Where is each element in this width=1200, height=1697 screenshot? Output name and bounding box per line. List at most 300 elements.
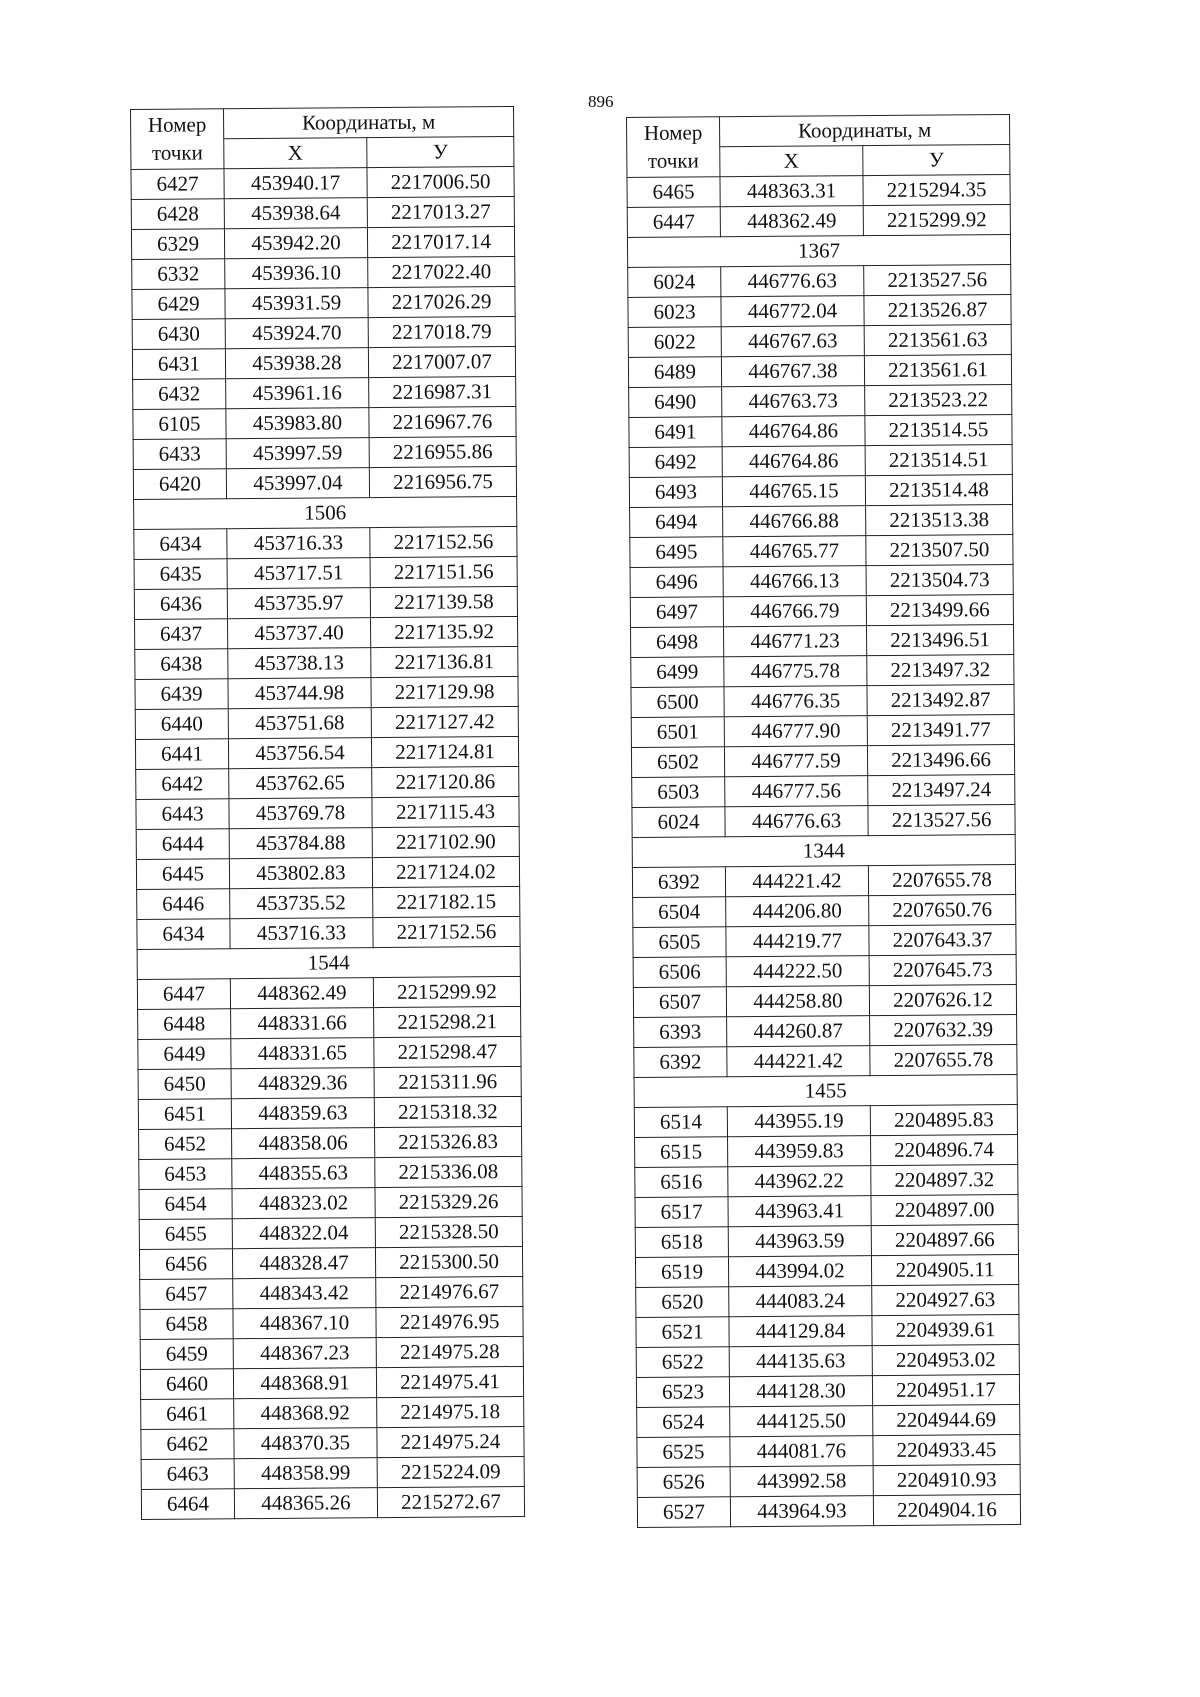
header-point-number — [131, 109, 224, 170]
point-number-cell: 6503 — [632, 777, 725, 808]
point-number-cell: 6445 — [136, 859, 229, 890]
point-number-cell: 6460 — [140, 1369, 233, 1400]
y-coordinate-cell: 2217124.81 — [371, 736, 518, 767]
point-number-cell: 6517 — [635, 1197, 728, 1228]
header-x: X — [224, 138, 367, 169]
table-row — [137, 886, 520, 919]
x-coordinate-cell: 446763.73 — [722, 386, 865, 417]
point-number-cell: 6521 — [636, 1317, 729, 1348]
y-coordinate-cell: 2214975.18 — [377, 1396, 524, 1427]
y-coordinate-cell: 2213497.24 — [868, 774, 1015, 805]
table-row — [627, 204, 1010, 237]
x-coordinate-cell: 448370.35 — [234, 1428, 377, 1459]
section-label: 1455 — [634, 1074, 1017, 1107]
table-row — [632, 864, 1015, 897]
x-coordinate-cell: 453738.13 — [228, 648, 371, 679]
table-row — [140, 1306, 523, 1339]
y-coordinate-cell: 2215224.09 — [377, 1456, 524, 1487]
table-row — [630, 564, 1013, 597]
x-coordinate-cell: 453784.88 — [229, 828, 372, 859]
x-coordinate-cell: 453716.33 — [230, 918, 373, 949]
table-row — [635, 1194, 1018, 1227]
point-number-cell: 6436 — [134, 589, 227, 620]
table-row — [134, 556, 517, 589]
y-coordinate-cell: 2213492.87 — [867, 684, 1014, 715]
point-number-cell: 6453 — [139, 1159, 232, 1190]
table-row — [634, 1044, 1017, 1077]
y-coordinate-cell: 2204927.63 — [872, 1284, 1019, 1315]
x-coordinate-cell: 444260.87 — [727, 1016, 870, 1047]
y-coordinate-cell: 2217127.42 — [371, 706, 518, 737]
point-number-cell: 6392 — [632, 867, 725, 898]
x-coordinate-cell: 453751.68 — [228, 708, 371, 739]
point-number-cell: 6524 — [637, 1407, 730, 1438]
x-coordinate-cell: 453769.78 — [229, 798, 372, 829]
table-row — [631, 714, 1014, 747]
header-point-label-2: точки — [151, 139, 203, 165]
x-coordinate-cell: 448362.49 — [230, 978, 373, 1009]
x-coordinate-cell: 448358.06 — [232, 1128, 375, 1159]
point-number-cell: 6501 — [631, 717, 724, 748]
table-row — [635, 1224, 1018, 1257]
point-number-cell: 6430 — [132, 319, 225, 350]
point-number-cell: 6449 — [138, 1039, 231, 1070]
x-coordinate-cell: 444125.50 — [730, 1406, 873, 1437]
y-coordinate-cell: 2213514.51 — [865, 444, 1012, 475]
x-coordinate-cell: 444129.84 — [729, 1316, 872, 1347]
y-coordinate-cell: 2213527.56 — [868, 804, 1015, 835]
section-row — [632, 834, 1015, 867]
point-number-cell: 6454 — [139, 1189, 232, 1220]
table-row — [635, 1164, 1018, 1197]
x-coordinate-cell: 446767.38 — [721, 356, 864, 387]
point-number-cell: 6499 — [631, 657, 724, 688]
table-row — [629, 444, 1012, 477]
x-coordinate-cell: 453936.10 — [225, 258, 368, 289]
x-coordinate-cell: 448368.92 — [234, 1398, 377, 1429]
x-coordinate-cell: 448323.02 — [232, 1188, 375, 1219]
x-coordinate-cell: 444135.63 — [729, 1346, 872, 1377]
y-coordinate-cell: 2204904.16 — [873, 1494, 1020, 1525]
x-coordinate-cell: 446777.90 — [724, 716, 867, 747]
table-row — [633, 984, 1016, 1017]
point-number-cell: 6514 — [634, 1107, 727, 1138]
table-row — [139, 1216, 522, 1249]
x-coordinate-cell: 448322.04 — [232, 1218, 375, 1249]
y-coordinate-cell: 2213507.50 — [866, 534, 1013, 565]
y-coordinate-cell: 2217022.40 — [368, 256, 515, 287]
point-number-cell: 6433 — [133, 439, 226, 470]
x-coordinate-cell: 448368.91 — [233, 1368, 376, 1399]
x-coordinate-cell: 444081.76 — [730, 1436, 873, 1467]
point-number-cell: 6440 — [135, 709, 228, 740]
y-coordinate-cell: 2213496.51 — [867, 624, 1014, 655]
point-number-cell: 6504 — [633, 897, 726, 928]
point-number-cell: 6447 — [627, 207, 720, 238]
header-y: У — [863, 144, 1010, 175]
table-row — [134, 586, 517, 619]
point-number-cell: 6506 — [633, 957, 726, 988]
header-point-label-1: Номер — [643, 120, 703, 146]
point-number-cell: 6496 — [630, 567, 723, 598]
y-coordinate-cell: 2217006.50 — [367, 166, 514, 197]
y-coordinate-cell: 2215299.92 — [373, 976, 520, 1007]
point-number-cell: 6464 — [141, 1489, 234, 1520]
point-number-cell: 6024 — [628, 267, 721, 298]
x-coordinate-cell: 448363.31 — [720, 176, 863, 207]
table-row — [139, 1126, 522, 1159]
y-coordinate-cell: 2204897.00 — [871, 1194, 1018, 1225]
x-coordinate-cell: 446776.63 — [721, 266, 864, 297]
table-row — [636, 1314, 1019, 1347]
table-row — [135, 706, 518, 739]
point-number-cell: 6495 — [630, 537, 723, 568]
coordinates-table-left — [130, 106, 525, 1520]
x-coordinate-cell: 448343.42 — [233, 1278, 376, 1309]
table-row — [138, 1066, 521, 1099]
point-number-cell: 6332 — [132, 259, 225, 290]
table-row — [631, 684, 1014, 717]
y-coordinate-cell: 2214976.67 — [376, 1276, 523, 1307]
x-coordinate-cell: 446771.23 — [724, 626, 867, 657]
table-row — [635, 1254, 1018, 1287]
y-coordinate-cell: 2215318.32 — [374, 1096, 521, 1127]
table-row — [133, 466, 516, 499]
y-coordinate-cell: 2215298.47 — [374, 1036, 521, 1067]
y-coordinate-cell: 2204933.45 — [873, 1434, 1020, 1465]
x-coordinate-cell: 443994.02 — [728, 1256, 871, 1287]
header-point-label-2: точки — [647, 147, 699, 173]
table-row — [132, 346, 515, 379]
y-coordinate-cell: 2213497.32 — [867, 654, 1014, 685]
table-row — [630, 534, 1013, 567]
x-coordinate-cell: 443963.59 — [728, 1226, 871, 1257]
y-coordinate-cell: 2213561.63 — [864, 324, 1011, 355]
y-coordinate-cell: 2215300.50 — [375, 1246, 522, 1277]
point-number-cell: 6494 — [630, 507, 723, 538]
y-coordinate-cell: 2217120.86 — [372, 766, 519, 797]
point-number-cell: 6457 — [140, 1279, 233, 1310]
x-coordinate-cell: 453931.59 — [225, 288, 368, 319]
table-row — [132, 316, 515, 349]
y-coordinate-cell: 2217102.90 — [372, 826, 519, 857]
table-row — [631, 624, 1014, 657]
x-coordinate-cell: 448359.63 — [231, 1098, 374, 1129]
point-number-cell: 6489 — [628, 357, 721, 388]
x-coordinate-cell: 444083.24 — [729, 1286, 872, 1317]
table-row — [135, 736, 518, 769]
point-number-cell: 6525 — [637, 1437, 730, 1468]
point-number-cell: 6502 — [631, 747, 724, 778]
point-number-cell: 6435 — [134, 559, 227, 590]
y-coordinate-cell: 2217135.92 — [371, 616, 518, 647]
x-coordinate-cell: 453961.16 — [226, 378, 369, 409]
y-coordinate-cell: 2217152.56 — [370, 526, 517, 557]
point-number-cell: 6437 — [135, 619, 228, 650]
y-coordinate-cell: 2213526.87 — [864, 294, 1011, 325]
y-coordinate-cell: 2217115.43 — [372, 796, 519, 827]
table-row — [139, 1186, 522, 1219]
coordinates-table-right — [626, 114, 1021, 1528]
header-point-number — [627, 117, 720, 178]
y-coordinate-cell: 2207643.37 — [869, 924, 1016, 955]
section-row — [634, 1074, 1017, 1107]
y-coordinate-cell: 2217124.02 — [372, 856, 519, 887]
y-coordinate-cell: 2217152.56 — [373, 916, 520, 947]
header-point-label-1: Номер — [147, 112, 207, 138]
y-coordinate-cell: 2215328.50 — [375, 1216, 522, 1247]
table-row — [636, 1344, 1019, 1377]
y-coordinate-cell: 2215294.35 — [863, 174, 1010, 205]
y-coordinate-cell: 2213496.66 — [867, 744, 1014, 775]
point-number-cell: 6450 — [138, 1069, 231, 1100]
page-number: 896 — [588, 92, 614, 111]
point-number-cell: 6432 — [133, 379, 226, 410]
y-coordinate-cell: 2217129.98 — [371, 676, 518, 707]
point-number-cell: 6022 — [628, 327, 721, 358]
y-coordinate-cell: 2213527.56 — [864, 264, 1011, 295]
point-number-cell: 6456 — [139, 1249, 232, 1280]
point-number-cell: 6458 — [140, 1309, 233, 1340]
x-coordinate-cell: 453735.52 — [230, 888, 373, 919]
y-coordinate-cell: 2207655.78 — [870, 1044, 1017, 1075]
y-coordinate-cell: 2213523.22 — [865, 384, 1012, 415]
x-coordinate-cell: 444128.30 — [729, 1376, 872, 1407]
y-coordinate-cell: 2207645.73 — [869, 954, 1016, 985]
point-number-cell: 6427 — [131, 169, 224, 200]
section-label: 1367 — [627, 234, 1010, 267]
x-coordinate-cell: 453735.97 — [227, 588, 370, 619]
y-coordinate-cell: 2204905.11 — [871, 1254, 1018, 1285]
y-coordinate-cell: 2217139.58 — [370, 586, 517, 617]
section-label: 1344 — [632, 834, 1015, 867]
y-coordinate-cell: 2214975.41 — [376, 1366, 523, 1397]
table-row — [140, 1336, 523, 1369]
x-coordinate-cell: 448362.49 — [720, 206, 863, 237]
table-row — [138, 1036, 521, 1069]
x-coordinate-cell: 448329.36 — [231, 1068, 374, 1099]
table-row — [634, 1014, 1017, 1047]
table-row — [630, 504, 1013, 537]
table-row — [637, 1494, 1020, 1527]
x-coordinate-cell: 446776.35 — [724, 686, 867, 717]
x-coordinate-cell: 453717.51 — [227, 558, 370, 589]
x-coordinate-cell: 444222.50 — [726, 956, 869, 987]
point-number-cell: 6492 — [629, 447, 722, 478]
point-number-cell: 6434 — [134, 529, 227, 560]
y-coordinate-cell: 2216987.31 — [369, 376, 516, 407]
point-number-cell: 6462 — [141, 1429, 234, 1460]
y-coordinate-cell: 2204953.02 — [872, 1344, 1019, 1375]
table-row — [636, 1374, 1019, 1407]
table-row — [139, 1246, 522, 1279]
y-coordinate-cell: 2217136.81 — [371, 646, 518, 677]
x-coordinate-cell: 444221.42 — [725, 866, 868, 897]
y-coordinate-cell: 2207632.39 — [870, 1014, 1017, 1045]
y-coordinate-cell: 2204897.32 — [871, 1164, 1018, 1195]
point-number-cell: 6448 — [138, 1009, 231, 1040]
y-coordinate-cell: 2213514.48 — [865, 474, 1012, 505]
point-number-cell: 6498 — [631, 627, 724, 658]
point-number-cell: 6522 — [636, 1347, 729, 1378]
x-coordinate-cell: 448355.63 — [232, 1158, 375, 1189]
table-row — [628, 294, 1011, 327]
x-coordinate-cell: 446767.63 — [721, 326, 864, 357]
y-coordinate-cell: 2213513.38 — [866, 504, 1013, 535]
table-row — [133, 376, 516, 409]
table-row — [637, 1404, 1020, 1437]
table-row — [634, 1104, 1017, 1137]
point-number-cell: 6393 — [634, 1017, 727, 1048]
x-coordinate-cell: 453938.28 — [225, 348, 368, 379]
table-row — [133, 436, 516, 469]
table-row — [635, 1134, 1018, 1167]
table-row — [138, 1006, 521, 1039]
point-number-cell: 6431 — [132, 349, 225, 380]
table-row — [136, 796, 519, 829]
table-row — [139, 1156, 522, 1189]
x-coordinate-cell: 446777.59 — [724, 746, 867, 777]
point-number-cell: 6500 — [631, 687, 724, 718]
point-number-cell: 6429 — [132, 289, 225, 320]
point-number-cell: 6523 — [636, 1377, 729, 1408]
table-row — [629, 414, 1012, 447]
x-coordinate-cell: 444206.80 — [726, 896, 869, 927]
point-number-cell: 6493 — [629, 477, 722, 508]
x-coordinate-cell: 453983.80 — [226, 408, 369, 439]
y-coordinate-cell: 2217013.27 — [367, 196, 514, 227]
y-coordinate-cell: 2216956.75 — [369, 466, 516, 497]
x-coordinate-cell: 446764.86 — [722, 416, 865, 447]
table-row — [632, 804, 1015, 837]
point-number-cell: 6442 — [136, 769, 229, 800]
y-coordinate-cell: 2213491.77 — [867, 714, 1014, 745]
x-coordinate-cell: 446765.15 — [722, 476, 865, 507]
y-coordinate-cell: 2217007.07 — [368, 346, 515, 377]
y-coordinate-cell: 2204944.69 — [873, 1404, 1020, 1435]
table-row — [131, 196, 514, 229]
x-coordinate-cell: 453997.04 — [226, 468, 369, 499]
y-coordinate-cell: 2204896.74 — [871, 1134, 1018, 1165]
x-coordinate-cell: 453802.83 — [229, 858, 372, 889]
table-row — [632, 774, 1015, 807]
table-row — [132, 286, 515, 319]
y-coordinate-cell: 2213504.73 — [866, 564, 1013, 595]
x-coordinate-cell: 453942.20 — [224, 228, 367, 259]
header-coordinates: Координаты, м — [224, 106, 514, 138]
x-coordinate-cell: 443955.19 — [727, 1106, 870, 1137]
x-coordinate-cell: 453997.59 — [226, 438, 369, 469]
point-number-cell: 6451 — [138, 1099, 231, 1130]
point-number-cell: 6497 — [630, 597, 723, 628]
table-row — [633, 924, 1016, 957]
section-row — [627, 234, 1010, 267]
table-row — [136, 826, 519, 859]
x-coordinate-cell: 453938.64 — [224, 198, 367, 229]
x-coordinate-cell: 446775.78 — [724, 656, 867, 687]
y-coordinate-cell: 2207650.76 — [869, 894, 1016, 925]
point-number-cell: 6441 — [135, 739, 228, 770]
table-row — [131, 166, 514, 199]
y-coordinate-cell: 2216967.76 — [369, 406, 516, 437]
y-coordinate-cell: 2215329.26 — [375, 1186, 522, 1217]
header-x: X — [720, 146, 863, 177]
table-row — [141, 1426, 524, 1459]
table-row — [627, 174, 1010, 207]
y-coordinate-cell: 2213561.61 — [864, 354, 1011, 385]
y-coordinate-cell: 2204939.61 — [872, 1314, 1019, 1345]
table-row — [629, 474, 1012, 507]
table-row — [141, 1486, 524, 1519]
y-coordinate-cell: 2214975.24 — [377, 1426, 524, 1457]
point-number-cell: 6329 — [131, 229, 224, 260]
table-row — [133, 406, 516, 439]
x-coordinate-cell: 446766.88 — [723, 506, 866, 537]
point-number-cell: 6439 — [135, 679, 228, 710]
table-row — [631, 654, 1014, 687]
header-coordinates: Координаты, м — [720, 114, 1010, 146]
table-row — [137, 976, 520, 1009]
x-coordinate-cell: 443964.93 — [730, 1496, 873, 1527]
y-coordinate-cell: 2213514.55 — [865, 414, 1012, 445]
point-number-cell: 6526 — [637, 1467, 730, 1498]
y-coordinate-cell: 2217018.79 — [368, 316, 515, 347]
table-row — [630, 594, 1013, 627]
x-coordinate-cell: 448367.23 — [233, 1338, 376, 1369]
y-coordinate-cell: 2217182.15 — [373, 886, 520, 917]
y-coordinate-cell: 2214975.28 — [376, 1336, 523, 1367]
y-coordinate-cell: 2215326.83 — [375, 1126, 522, 1157]
table-row — [633, 954, 1016, 987]
x-coordinate-cell: 448367.10 — [233, 1308, 376, 1339]
x-coordinate-cell: 446764.86 — [722, 446, 865, 477]
y-coordinate-cell: 2213499.66 — [866, 594, 1013, 625]
x-coordinate-cell: 453762.65 — [229, 768, 372, 799]
x-coordinate-cell: 453756.54 — [228, 738, 371, 769]
point-number-cell: 6519 — [635, 1257, 728, 1288]
x-coordinate-cell: 448365.26 — [234, 1488, 377, 1519]
x-coordinate-cell: 446772.04 — [721, 296, 864, 327]
x-coordinate-cell: 453737.40 — [228, 618, 371, 649]
point-number-cell: 6465 — [627, 177, 720, 208]
point-number-cell: 6491 — [629, 417, 722, 448]
table-row — [628, 324, 1011, 357]
point-number-cell: 6459 — [140, 1339, 233, 1370]
table-row — [135, 676, 518, 709]
y-coordinate-cell: 2215336.08 — [375, 1156, 522, 1187]
y-coordinate-cell: 2215299.92 — [863, 204, 1010, 235]
table-row — [637, 1434, 1020, 1467]
y-coordinate-cell: 2215298.21 — [374, 1006, 521, 1037]
x-coordinate-cell: 453940.17 — [224, 168, 367, 199]
x-coordinate-cell: 446777.56 — [725, 776, 868, 807]
table-row — [628, 354, 1011, 387]
point-number-cell: 6447 — [137, 979, 230, 1010]
x-coordinate-cell: 453924.70 — [225, 318, 368, 349]
point-number-cell: 6455 — [139, 1219, 232, 1250]
x-coordinate-cell: 444221.42 — [727, 1046, 870, 1077]
table-row — [141, 1456, 524, 1489]
point-number-cell: 6516 — [635, 1167, 728, 1198]
table-row — [135, 646, 518, 679]
point-number-cell: 6438 — [135, 649, 228, 680]
x-coordinate-cell: 448331.65 — [231, 1038, 374, 1069]
table-row — [628, 264, 1011, 297]
point-number-cell: 6507 — [633, 987, 726, 1018]
x-coordinate-cell: 453744.98 — [228, 678, 371, 709]
point-number-cell: 6428 — [131, 199, 224, 230]
x-coordinate-cell: 448358.99 — [234, 1458, 377, 1489]
